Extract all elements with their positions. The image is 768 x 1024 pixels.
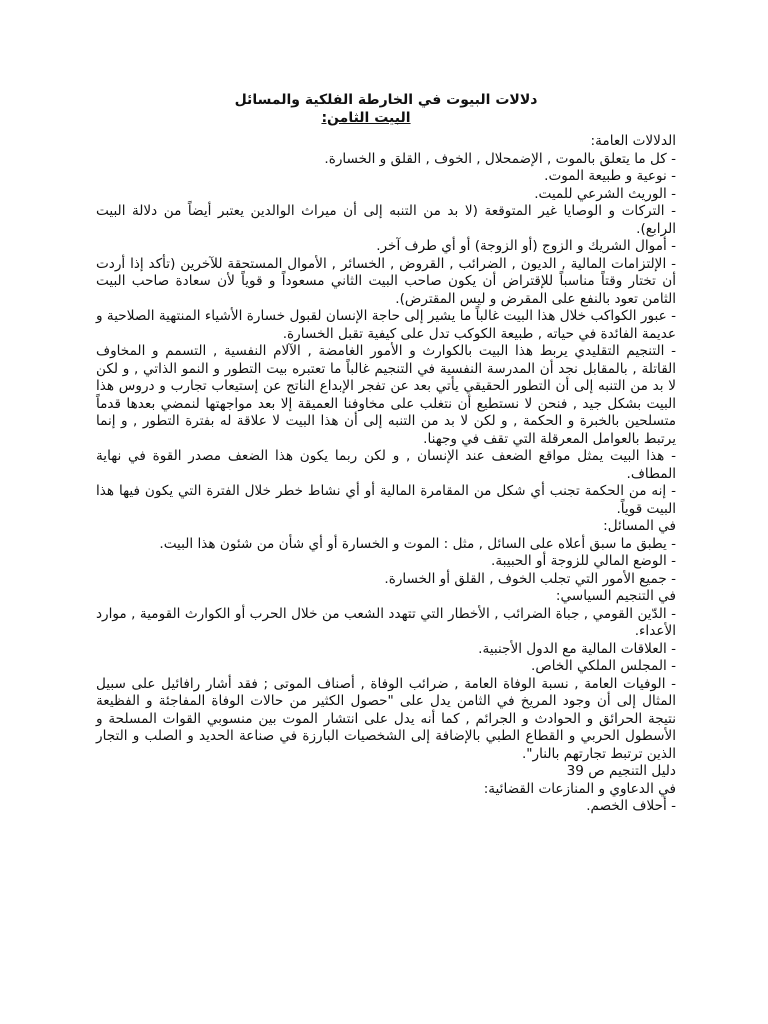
list-item: - إنه من الحكمة تجنب أي شكل من المقامرة المالية أو أي نشاط خطر خلال الفترة التي يكون فيها هذا البيت قوياً. bbox=[96, 483, 676, 517]
list-item: - هذا البيت يمثل مواقع الضعف عند الإنسان , و لكن ربما يكون هذا الضعف مصدر القوة في نهاية المطاف. bbox=[96, 448, 676, 482]
list-item: - يطبق ما سبق أعلاه على السائل , مثل : الموت و الخسارة أو أي شأن من شئون هذا البيت. bbox=[159, 535, 676, 552]
list-item: - التركات و الوصايا غير المتوقعة (لا بد من التنبه إلى أن ميراث الوالدين يعتبر أيضاً من دلالة البيت الرابع). bbox=[96, 203, 676, 237]
political-heading: في التنجيم السياسي: bbox=[555, 588, 676, 604]
list-item: - المجلس الملكي الخاص. bbox=[531, 658, 676, 674]
list-item: - الوضع المالي للزوجة أو الحبيبة. bbox=[491, 553, 676, 569]
list-item: - الوريث الشرعي للميت. bbox=[534, 185, 676, 202]
reference-citation: دليل التنجيم ص 39 bbox=[566, 763, 676, 779]
list-item: - أموال الشريك و الزوج (أو الزوجة) أو أي طرف آخر. bbox=[376, 238, 676, 254]
list-item: - عبور الكواكب خلال هذا البيت غالباً ما يشير إلى حاجة الإنسان لقبول خسارة الأشياء المنتهية الصلاحية و عديمة الفائدة في حياته , طبيعة الكوكب تدل على كيفية تقبل الخسارة. bbox=[96, 308, 676, 342]
lawsuits-heading: في الدعاوي و المنازعات القضائية: bbox=[483, 780, 676, 797]
list-item: - الإلتزامات المالية , الديون , الضرائب , القروض , الخسائر , الأموال المستحقة للآخرين (تأكد إذا أردت أن تختار وقتاً مناسباً للإقتراض أن يكون صاحب البيت الثاني مسعوداً و قوياً لأن سعادة صاحب البيت الثامن تعود بالنفع على المقرض و ليس المقترض). bbox=[96, 255, 676, 307]
general-heading: الدلالات العامة: bbox=[590, 133, 676, 149]
section-title-eighth-house: البيت الثامن: bbox=[321, 109, 411, 126]
questions-heading: في المسائل: bbox=[603, 518, 676, 534]
document-title: دلالات البيوت في الخارطة الفلكية والمسائل bbox=[234, 92, 538, 108]
list-item: - الدّين القومي , جباة الضرائب , الأخطار التي تتهدد الشعب من خلال الحرب أو الكوارث القومية , موارد الأعداء. bbox=[96, 605, 676, 639]
list-item: - جميع الأمور التي تجلب الخوف , القلق أو الخسارة. bbox=[384, 570, 676, 587]
document-page bbox=[96, 92, 676, 816]
list-item: - التنجيم التقليدي يربط هذا البيت بالكوارث و الأمور الغامضة , الآلام النفسية , التسمم و المخاوف القاتلة , بالمقابل نجد أن المدرسة النفسية في التنجيم غالباً ما تعتبره بيت التطور و النمو الذاتي , و لكن لا بد من التنبه إلى أن التطور الحقيقي يأتي بعد عن تفجر الإبداع الناتج عن إستيعاب تجارب و دروس هذا البيت بشكل جيد , فنحن لا نستطيع أن نتغلب على مخاوفنا العميقة إلا بعد مواجهتها لنمضي بعدها قدماً متسلحين بالخبرة و الحكمة , و لكن لا بد من التنبه إلى أن هذا البيت لا علاقة له بفترة التطور , و إنما يرتبط بالعوامل المعرقلة التي تقف في وجهنا. bbox=[96, 343, 676, 447]
list-item: - نوعية و طبيعة الموت. bbox=[544, 168, 676, 184]
list-item: - الوفيات العامة , نسبة الوفاة العامة , ضرائب الوفاة , أصناف الموتى ; فقد أشار رافائيل على سبيل المثال إلى أن وجود المريخ في الثامن يدل على "حصول الكثير من حالات الوفاة المفاجئة و الفظيعة نتيجة الحرائق و الحوادث و الجرائم , كما أنه يدل على انتشار الموت بين منسوبي القوات المسلحة و الأسطول الحربي و القطاع الطبي بالإضافة إلى الشخصيات البارزة في صناعة الحديد و الصلب و التجار الذين ترتبط تجارتهم بالنار". bbox=[96, 675, 676, 762]
list-item: - كل ما يتعلق بالموت , الإضمحلال , الخوف , القلق و الخسارة. bbox=[324, 150, 676, 167]
list-item: - أحلاف الخصم. bbox=[586, 798, 676, 814]
list-item: - العلاقات المالية مع الدول الأجنبية. bbox=[478, 640, 676, 657]
